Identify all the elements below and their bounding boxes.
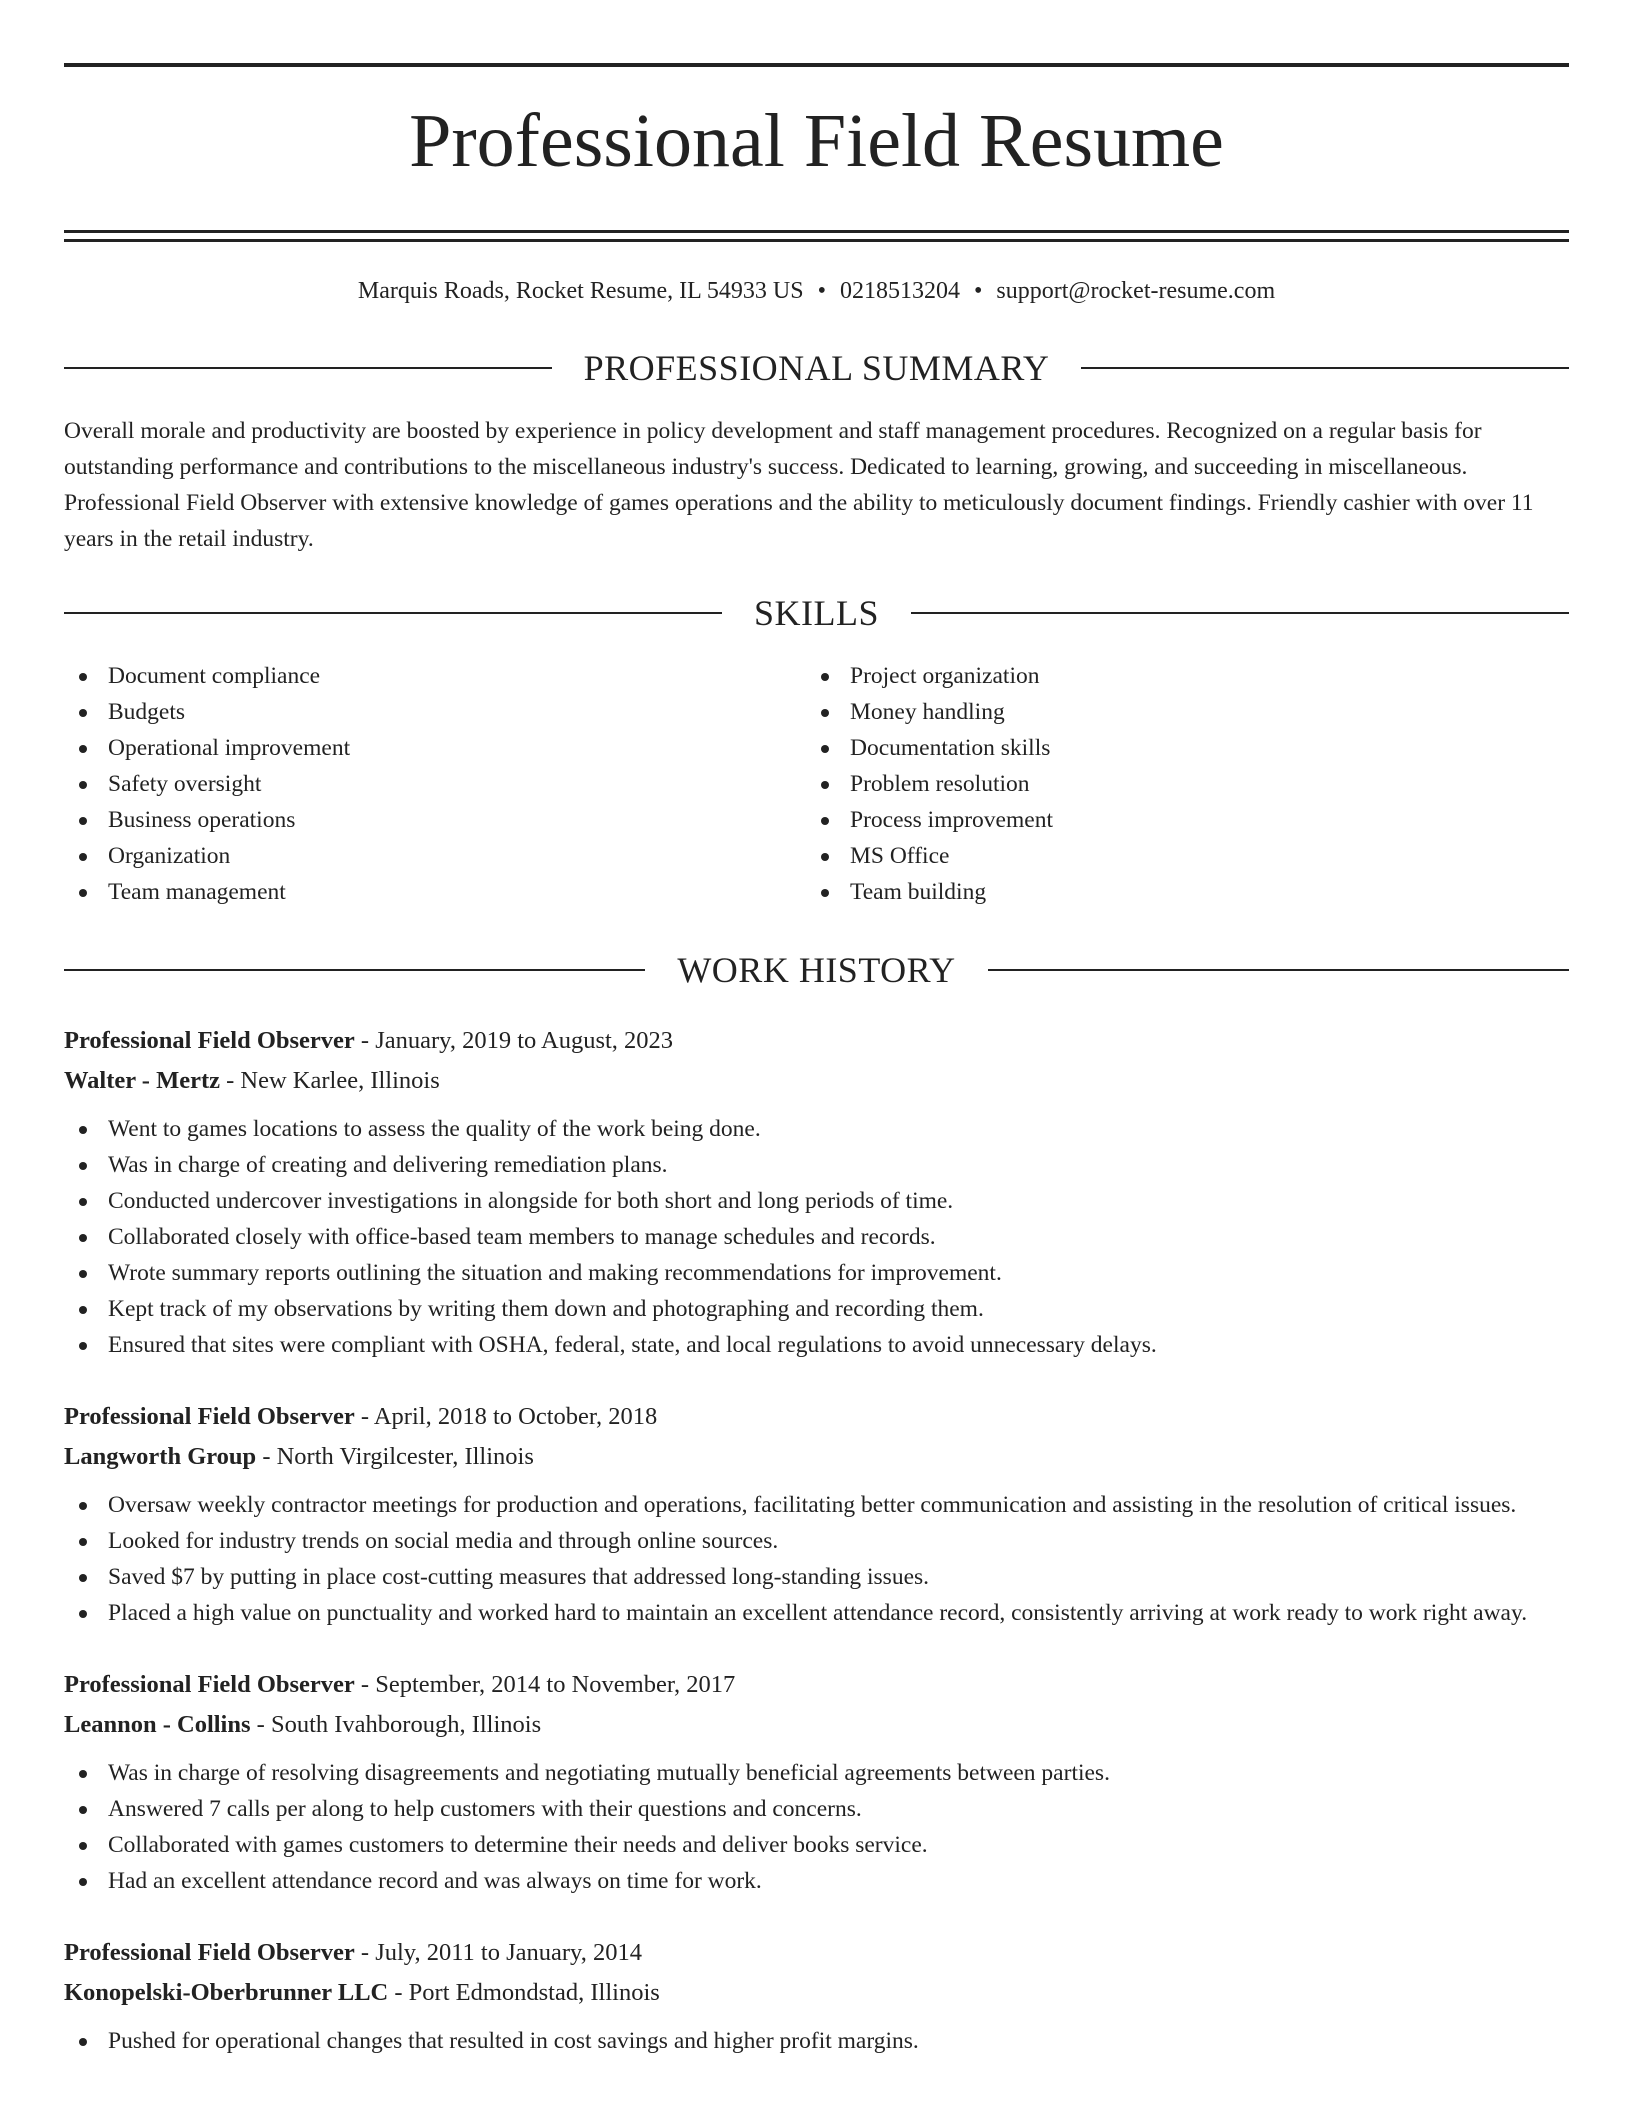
job-dates: April, 2018 to October, 2018 <box>373 1402 658 1430</box>
duty-item: Answered 7 calls per along to help customers with their questions and concerns. <box>64 1791 1569 1827</box>
skills-heading <box>64 593 1569 633</box>
skills-column-right <box>806 658 1548 910</box>
skills-column-left <box>64 658 806 910</box>
duty-item: Went to games locations to assess the quality of the work being done. <box>64 1111 1569 1147</box>
skill-item: Operational improvement <box>64 730 806 766</box>
job-duties <box>64 1755 1569 1899</box>
contact-line <box>64 276 1569 306</box>
skill-item: Process improvement <box>806 802 1548 838</box>
skill-item: Organization <box>64 838 806 874</box>
duty-item: Collaborated with games customers to determine their needs and deliver books service. <box>64 1827 1569 1863</box>
duty-item: Collaborated closely with office-based team members to manage schedules and records. <box>64 1219 1569 1255</box>
job-company-line: Walter - Mertz - New Karlee, Illinois <box>64 1066 440 1094</box>
skill-item: Safety oversight <box>64 766 806 802</box>
skill-item: Team building <box>806 874 1548 910</box>
contact-phone: 0218513204 <box>840 277 961 304</box>
duty-item: Had an excellent attendance record and was always on time for work. <box>64 1863 1569 1899</box>
duty-item: Was in charge of resolving disagreements and negotiating mutually beneficial agreements between parties. <box>64 1755 1569 1791</box>
job-company: Langworth Group <box>64 1442 257 1470</box>
resume-title: Professional Field Resume <box>409 99 1224 183</box>
heading-rule-left <box>64 612 722 614</box>
duty-item: Oversaw weekly contractor meetings for production and operations, facilitating better communication and assisting in the resolution of critical issues. <box>64 1487 1569 1523</box>
skill-item: Money handling <box>806 694 1548 730</box>
summary-heading <box>64 348 1569 388</box>
summary-text: Overall morale and productivity are boosted by experience in policy development and staff management procedures. Recognized on a regular basis for outstanding performance and contributions to the miscellaneous industry's success. Dedicated to learning, growing, and succeeding in miscellaneous. Professional Field Observer with extensive knowledge of games operations and the ability to meticulously document findings. Friendly cashier with over 11 years in the retail industry. <box>64 417 1534 552</box>
job-entry <box>64 1933 1569 2059</box>
skill-item: Project organization <box>806 658 1548 694</box>
job-entry <box>64 1021 1569 1363</box>
job-duties <box>64 2023 1569 2059</box>
job-title: Professional Field Observer <box>64 1402 355 1430</box>
job-title: Professional Field Observer <box>64 1026 355 1054</box>
skill-item: Business operations <box>64 802 806 838</box>
duty-item: Ensured that sites were compliant with OSHA, federal, state, and local regulations to avoid unnecessary delays. <box>64 1327 1569 1363</box>
job-duties <box>64 1111 1569 1363</box>
job-company-line: Leannon - Collins - South Ivahborough, Illinois <box>64 1710 542 1738</box>
job-location: Port Edmondstad, Illinois <box>408 1978 660 2006</box>
section-title: PROFESSIONAL SUMMARY <box>583 347 1050 388</box>
heading-rule-right <box>1081 367 1569 369</box>
job-location: New Karlee, Illinois <box>240 1066 440 1094</box>
contact-address: Marquis Roads, Rocket Resume, IL 54933 US <box>357 277 804 304</box>
job-title-line: Professional Field Observer - September, 2014 to November, 2017 <box>64 1670 736 1698</box>
contact-separator: • <box>974 277 983 304</box>
job-company-line: Langworth Group - North Virgilcester, Illinois <box>64 1442 534 1470</box>
job-entry <box>64 1665 1569 1899</box>
duty-item: Looked for industry trends on social media and through online sources. <box>64 1523 1569 1559</box>
job-entry <box>64 1397 1569 1631</box>
duty-item: Saved $7 by putting in place cost-cutting measures that addressed long-standing issues. <box>64 1559 1569 1595</box>
skill-item: Documentation skills <box>806 730 1548 766</box>
contact-email: support@rocket-resume.com <box>996 277 1276 304</box>
duty-item: Wrote summary reports outlining the situation and making recommendations for improvement. <box>64 1255 1569 1291</box>
title-double-rule <box>64 230 1569 242</box>
skill-item: Document compliance <box>64 658 806 694</box>
work-heading <box>64 950 1569 990</box>
section-title: SKILLS <box>754 592 880 633</box>
heading-rule-right <box>911 612 1569 614</box>
heading-rule-right <box>988 969 1569 971</box>
job-company: Walter - Mertz <box>64 1066 220 1094</box>
job-dates: January, 2019 to August, 2023 <box>375 1026 674 1054</box>
job-location: South Ivahborough, Illinois <box>270 1710 542 1738</box>
job-company-line: Konopelski-Oberbrunner LLC - Port Edmondstad, Illinois <box>64 1978 660 2006</box>
contact-separator: • <box>817 277 827 304</box>
job-duties <box>64 1487 1569 1631</box>
section-title: WORK HISTORY <box>677 949 956 990</box>
work-history-list <box>64 1021 1569 2059</box>
job-title: Professional Field Observer <box>64 1670 355 1698</box>
skill-item: Budgets <box>64 694 806 730</box>
skills-list <box>64 658 1569 910</box>
job-company: Konopelski-Oberbrunner LLC <box>64 1978 389 2006</box>
job-title-line: Professional Field Observer - July, 2011 to January, 2014 <box>64 1938 642 1966</box>
job-dates: September, 2014 to November, 2017 <box>375 1670 736 1698</box>
duty-item: Was in charge of creating and delivering remediation plans. <box>64 1147 1569 1183</box>
job-title-line: Professional Field Observer - April, 2018 to October, 2018 <box>64 1402 658 1430</box>
skill-item: Problem resolution <box>806 766 1548 802</box>
job-title-line: Professional Field Observer - January, 2019 to August, 2023 <box>64 1026 674 1054</box>
duty-item: Pushed for operational changes that resulted in cost savings and higher profit margins. <box>64 2023 1569 2059</box>
skill-item: Team management <box>64 874 806 910</box>
duty-item: Kept track of my observations by writing them down and photographing and recording them. <box>64 1291 1569 1327</box>
heading-rule-left <box>64 367 552 369</box>
job-title: Professional Field Observer <box>64 1938 355 1966</box>
job-company: Leannon - Collins <box>64 1710 251 1738</box>
job-location: North Virgilcester, Illinois <box>276 1442 534 1470</box>
duty-item: Conducted undercover investigations in alongside for both short and long periods of time. <box>64 1183 1569 1219</box>
heading-rule-left <box>64 969 645 971</box>
duty-item: Placed a high value on punctuality and worked hard to maintain an excellent attendance record, consistently arriving at work ready to work right away. <box>64 1595 1569 1631</box>
top-rule <box>64 63 1569 67</box>
job-dates: July, 2011 to January, 2014 <box>375 1938 642 1966</box>
skill-item: MS Office <box>806 838 1548 874</box>
